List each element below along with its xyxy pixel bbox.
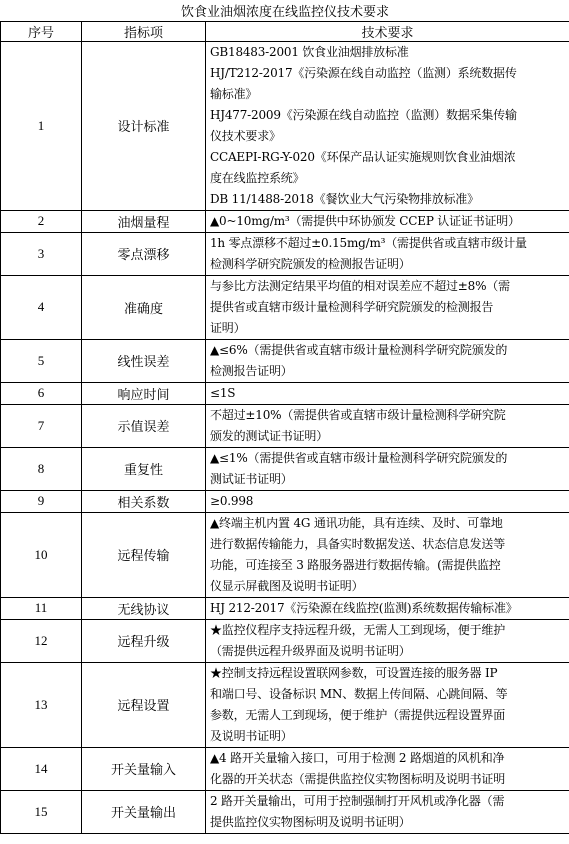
requirement-line: ≤1S xyxy=(210,385,236,400)
row-number: 14 xyxy=(1,747,82,790)
row-number: 9 xyxy=(1,490,82,512)
row-item: 线性误差 xyxy=(82,339,206,382)
table-row xyxy=(1,339,569,382)
requirement-line: 证明） xyxy=(210,320,246,335)
table-row xyxy=(1,597,569,619)
row-requirement xyxy=(206,662,569,747)
table-row xyxy=(1,747,569,790)
requirement-line: ★监控仪程序支持远程升级，无需人工到现场，便于维护 xyxy=(210,622,506,637)
row-number: 7 xyxy=(1,404,82,447)
requirement-line: 化器的开关状态（需提供监控仪实物图标明及说明书证明 xyxy=(210,771,506,786)
table-row xyxy=(1,512,569,597)
row-requirement xyxy=(206,512,569,597)
row-item: 远程设置 xyxy=(82,662,206,747)
row-number: 11 xyxy=(1,597,82,619)
requirement-line: 仪技术要求》 xyxy=(210,128,281,143)
requirement-line: 不超过±10%（需提供省或直辖市级计量检测科学研究院 xyxy=(210,407,506,422)
header-no: 序号 xyxy=(1,21,82,41)
header-row xyxy=(1,21,569,41)
row-requirement xyxy=(206,747,569,790)
requirement-line: ▲≤1%（需提供省或直辖市级计量检测科学研究院颁发的 xyxy=(210,450,508,465)
requirement-line: 和端口号、设备标识 MN、数据上传间隔、心跳间隔、等 xyxy=(210,686,508,701)
requirement-line: 仪显示屏截图及说明书证明） xyxy=(210,578,364,593)
requirement-line: 参数，无需人工到现场，便于维护（需提供远程设置界面 xyxy=(210,707,506,722)
table-row xyxy=(1,790,569,833)
row-item: 重复性 xyxy=(82,447,206,490)
row-requirement xyxy=(206,339,569,382)
row-item: 开关量输入 xyxy=(82,747,206,790)
row-requirement xyxy=(206,210,569,232)
requirement-line: 与参比方法测定结果平均值的相对误差应不超过±8%（需 xyxy=(210,278,510,293)
requirement-line: 检测科学研究院颁发的检测报告证明） xyxy=(210,256,411,271)
row-number: 4 xyxy=(1,275,82,339)
row-requirement xyxy=(206,597,569,619)
requirement-line: ★控制支持远程设置联网参数，可设置连接的服务器 IP xyxy=(210,665,498,680)
row-item: 无线协议 xyxy=(82,597,206,619)
requirement-line: 度在线监控系统》 xyxy=(210,170,305,185)
row-number: 5 xyxy=(1,339,82,382)
row-item: 开关量输出 xyxy=(82,790,206,833)
row-number: 12 xyxy=(1,619,82,662)
requirement-line: GB18483-2001 饮食业油烟排放标准 xyxy=(210,44,409,59)
table-row xyxy=(1,210,569,232)
requirement-line: 颁发的测试证书证明） xyxy=(210,428,329,443)
row-item: 远程传输 xyxy=(82,512,206,597)
requirement-line: ▲≤6%（需提供省或直辖市级计量检测科学研究院颁发的 xyxy=(210,342,508,357)
requirement-line: 及说明书证明） xyxy=(210,728,293,743)
row-number: 2 xyxy=(1,210,82,232)
row-item: 相关系数 xyxy=(82,490,206,512)
row-number: 13 xyxy=(1,662,82,747)
requirement-line: DB 11/1488-2018《餐饮业大气污染物排放标准》 xyxy=(210,191,479,206)
row-item: 油烟量程 xyxy=(82,210,206,232)
row-item: 示值误差 xyxy=(82,404,206,447)
row-requirement xyxy=(206,404,569,447)
row-item: 设计标准 xyxy=(82,41,206,210)
header-req: 技术要求 xyxy=(206,21,569,41)
row-requirement xyxy=(206,619,569,662)
requirement-line: ▲终端主机内置 4G 通讯功能，具有连续、及时、可靠地 xyxy=(210,515,503,530)
table-row xyxy=(1,41,569,210)
row-requirement xyxy=(206,382,569,404)
table-row xyxy=(1,382,569,404)
table-row xyxy=(1,275,569,339)
requirement-line: HJ 212-2017《污染源在线监控(监测)系统数据传输标准》 xyxy=(210,600,518,615)
requirement-line: （需提供远程升级界面及说明书证明） xyxy=(210,643,411,658)
row-requirement xyxy=(206,232,569,275)
row-number: 10 xyxy=(1,512,82,597)
requirement-line: 检测报告证明） xyxy=(210,363,293,378)
row-requirement xyxy=(206,490,569,512)
requirement-line: 提供省或直辖市级计量检测科学研究院颁发的检测报告 xyxy=(210,299,494,314)
table-title: 饮食业油烟浓度在线监控仪技术要求 xyxy=(1,0,569,21)
requirement-line: 2 路开关量输出，可用于控制强制打开风机或净化器（需 xyxy=(210,793,505,808)
requirement-line: 提供监控仪实物图标明及说明书证明） xyxy=(210,814,411,829)
row-requirement xyxy=(206,41,569,210)
row-item: 响应时间 xyxy=(82,382,206,404)
row-number: 3 xyxy=(1,232,82,275)
table-row xyxy=(1,662,569,747)
requirement-line: HJ/T212-2017《污染源在线自动监控（监测）系统数据传 xyxy=(210,65,517,80)
requirement-line: 功能，可连接至 3 路服务器进行数据传输。(需提供监控 xyxy=(210,557,501,572)
row-item: 远程升级 xyxy=(82,619,206,662)
requirement-line: ▲0~10mg/m³（需提供中环协颁发 CCEP 认证证书证明） xyxy=(210,213,520,228)
row-item: 零点漂移 xyxy=(82,232,206,275)
requirement-line: 1h 零点漂移不超过±0.15mg/m³（需提供省或直辖市级计量 xyxy=(210,235,527,250)
row-requirement xyxy=(206,447,569,490)
table-body xyxy=(1,41,569,833)
row-number: 1 xyxy=(1,41,82,210)
requirement-line: 进行数据传输能力，具备实时数据发送、状态信息发送等 xyxy=(210,536,506,551)
table-row xyxy=(1,619,569,662)
row-requirement xyxy=(206,790,569,833)
requirement-line: CCAEPI-RG-Y-020《环保产品认证实施规则饮食业油烟浓 xyxy=(210,149,516,164)
requirement-line: 输标准》 xyxy=(210,86,258,101)
requirement-line: HJ477-2009《污染源在线自动监控（监测）数据采集传输 xyxy=(210,107,517,122)
table-row xyxy=(1,447,569,490)
requirement-line: ▲4 路开关量输入接口，可用于检测 2 路烟道的风机和净 xyxy=(210,750,505,765)
row-number: 6 xyxy=(1,382,82,404)
row-item: 准确度 xyxy=(82,275,206,339)
header-item: 指标项 xyxy=(82,21,206,41)
row-requirement xyxy=(206,275,569,339)
row-number: 8 xyxy=(1,447,82,490)
table-row xyxy=(1,404,569,447)
row-number: 15 xyxy=(1,790,82,833)
requirement-line: 测试证书证明） xyxy=(210,471,293,486)
table-row xyxy=(1,490,569,512)
requirement-line: ≥0.998 xyxy=(210,493,254,508)
table-row xyxy=(1,232,569,275)
